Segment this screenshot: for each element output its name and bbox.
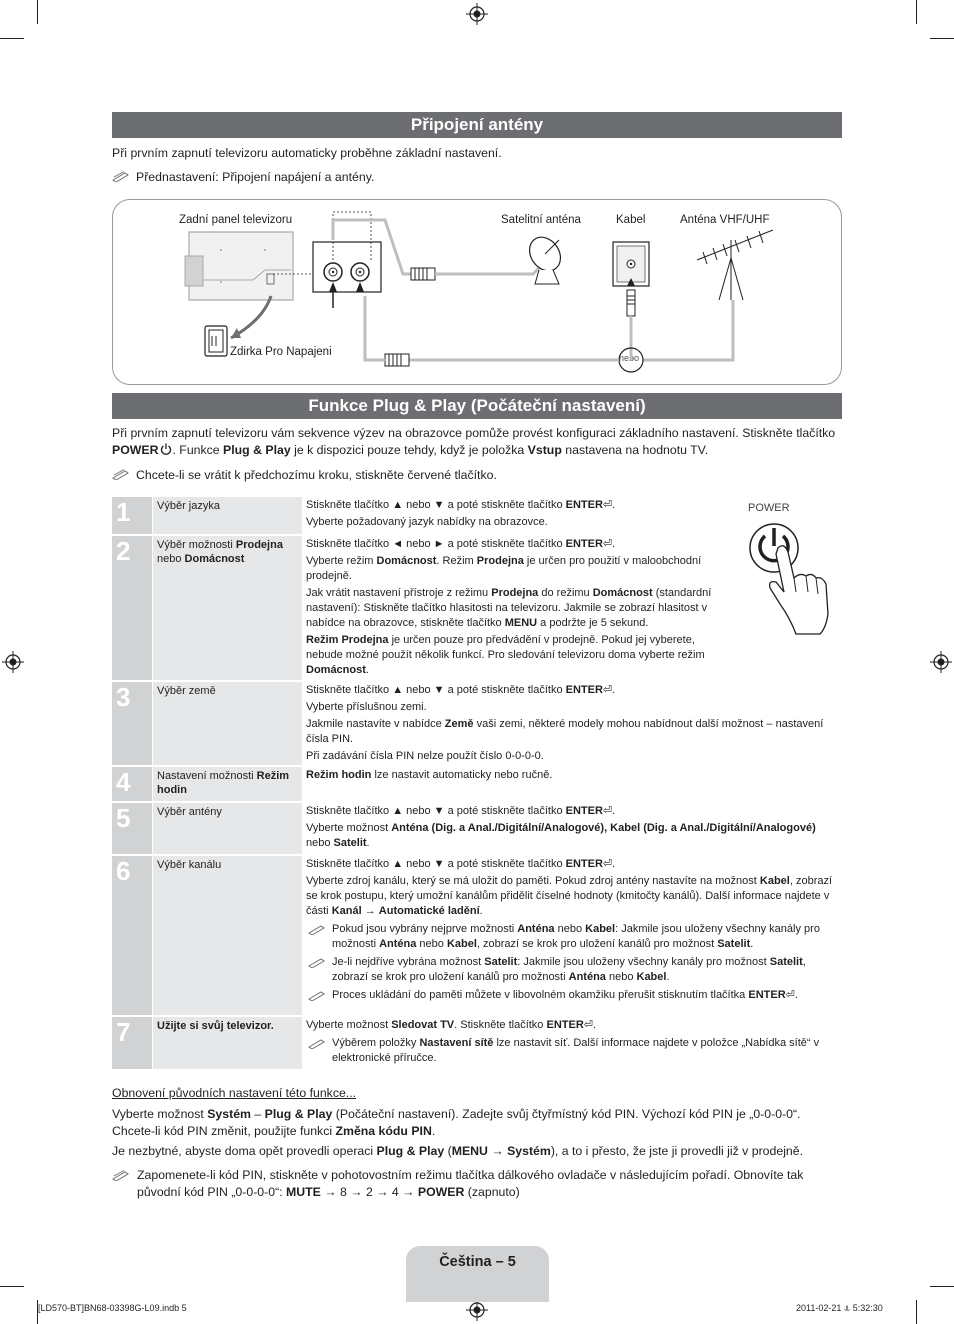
crop-mark bbox=[916, 0, 917, 24]
step-name: Výběr země bbox=[153, 682, 302, 765]
note-pencil-icon bbox=[308, 924, 326, 935]
power-socket-label: Zdirka Pro Napajeni bbox=[230, 346, 332, 358]
enter-icon: ⏎ bbox=[602, 499, 613, 511]
power-button-hand-icon bbox=[740, 518, 840, 638]
step-number: 1 bbox=[112, 497, 152, 534]
crop-mark bbox=[0, 1286, 24, 1287]
crop-mark bbox=[37, 0, 38, 24]
note-pencil-icon bbox=[112, 1170, 130, 1181]
step-name: Užijte si svůj televizor. bbox=[153, 1017, 302, 1069]
step-description: Stiskněte tlačítko ▲ nebo ▼ a poté stiskněte tlačítko ENTER⏎. Vyberte zdroj kanálu, který se má uložit do paměti. Pokud zdroj antény nastavíte na možnost Kabel, zobrazí se krok postupu, který umožní kanálům přidělit číselné hodnoty (kmitočty kanálů). Další informace najdete v části Kanál → Automatické ladění. Pokud jsou vybrány nejprve možnosti Anténa nebo Kabel: Jakmile jsou uloženy všechny kanály pro možnosti Anténa nebo Kabel, zobrazí se krok pro uložení kanálů pro možnost Satelit. Je-li nejdříve vybrána možnost Satelit: Jakmile jsou uloženy všechny kanály pro možnost Satelit, zobrazí se krok pro uložení kanálů pro možnosti Anténa nebo Kabel. Proces ukládání do paměti můžete v libovolném okamžiku přerušit stisknutím tlačítka ENTER⏎. bbox=[306, 858, 833, 1001]
or-label: nebo bbox=[619, 353, 640, 363]
antenna-connection-diagram bbox=[112, 199, 842, 385]
step-name: Výběr antény bbox=[153, 803, 302, 854]
diagram-drawing bbox=[113, 200, 841, 384]
footer-file-info: [LD570-BT]BN68-03398G-L09.indb 5 bbox=[38, 1303, 187, 1313]
note-pencil-icon bbox=[112, 469, 130, 480]
crop-mark bbox=[930, 1286, 954, 1287]
step-row bbox=[112, 682, 842, 765]
registration-mark-icon bbox=[466, 1299, 488, 1321]
note-pencil-icon bbox=[112, 171, 130, 182]
footer-timestamp: 2011-02-21 ꕊ 5:32:30 bbox=[796, 1303, 883, 1313]
step-row bbox=[112, 536, 842, 680]
step-number: 6 bbox=[112, 856, 152, 1015]
registration-mark-icon bbox=[466, 3, 488, 25]
vhf-antenna-label: Anténa VHF/UHF bbox=[680, 214, 770, 226]
antenna-note bbox=[112, 169, 842, 186]
step-number: 2 bbox=[112, 536, 152, 680]
step-description: Stiskněte tlačítko ▲ nebo ▼ a poté stiskněte tlačítko ENTER⏎. Vyberte požadovaný jazyk nabídky na obrazovce. bbox=[306, 499, 616, 528]
registration-mark-icon bbox=[930, 651, 952, 673]
step-number: 4 bbox=[112, 767, 152, 801]
step-number: 7 bbox=[112, 1017, 152, 1069]
step-row bbox=[112, 497, 842, 534]
step-description: Vyberte možnost Sledovat TV. Stiskněte tlačítko ENTER⏎. Výběrem položky Nastavení sítě lze nastavit síť. Další informace najdete v položce „Nabídka sítě“ v elektronické příručce. bbox=[306, 1019, 820, 1064]
crop-mark bbox=[0, 38, 24, 39]
step-number: 5 bbox=[112, 803, 152, 854]
step-row bbox=[112, 767, 842, 801]
note-pencil-icon bbox=[308, 990, 326, 1001]
step-name: Výběr kanálu bbox=[153, 856, 302, 1015]
antenna-note-text: Přednastavení: Připojení napájení a antény. bbox=[136, 170, 375, 184]
restore-heading: Obnovení původních nastavení této funkce... bbox=[112, 1086, 357, 1100]
section-title-antenna: Připojení antény bbox=[112, 112, 842, 138]
step-name: Výběr možnosti Prodejna nebo Domácnost bbox=[153, 536, 302, 680]
satellite-label: Satelitní anténa bbox=[501, 214, 581, 226]
note-pencil-icon bbox=[308, 1038, 326, 1049]
power-button-label: POWER bbox=[748, 502, 790, 514]
plug-and-play-intro: Při prvním zapnutí televizoru vám sekvence výzev na obrazovce pomůže provést konfiguraci základního nastavení. Stiskněte tlačítko POWER . Funkce Plug & Play je k dispozici pouze tehdy, když je položka Vstup nastavena na hodnotu TV. bbox=[112, 426, 836, 457]
step-number: 3 bbox=[112, 682, 152, 765]
crop-mark bbox=[916, 1300, 917, 1324]
step-name: Výběr jazyka bbox=[153, 497, 302, 534]
registration-mark-icon bbox=[2, 651, 24, 673]
rear-panel-label: Zadní panel televizoru bbox=[179, 214, 293, 226]
step-name: Nastavení možnosti Režim hodin bbox=[153, 767, 302, 801]
step-description: Stiskněte tlačítko ▲ nebo ▼ a poté stiskněte tlačítko ENTER⏎. Vyberte příslušnou zemi. Jakmile nastavíte v nabídce Země vaši zemi, některé modely mohou nabídnout další možnost – nastavení čísla PIN. Při zadávání čísla PIN nelze použít číslo 0-0-0-0. bbox=[306, 684, 824, 762]
restore-paragraph-1: Vyberte možnost Systém – Plug & Play (Počáteční nastavení). Zadejte svůj čtyřmístný kód PIN. Výchozí kód PIN je „0-0-0-0“. Chcete-li kód PIN změnit, použijte funkci Změna kódu PIN. bbox=[112, 1107, 801, 1138]
note-pencil-icon bbox=[308, 957, 326, 968]
power-icon bbox=[160, 443, 172, 455]
cable-label: Kabel bbox=[616, 214, 646, 226]
step-row bbox=[112, 856, 842, 1015]
step-description: Stiskněte tlačítko ▲ nebo ▼ a poté stiskněte tlačítko ENTER⏎. Vyberte možnost Anténa (Dig. a Anal./Digitální/Analogové), Kabel (Dig. a Anal./Digitální/Analogové) nebo Satelit. bbox=[306, 805, 816, 849]
crop-mark bbox=[930, 38, 954, 39]
restore-paragraph-2: Je nezbytné, abyste doma opět provedli operaci Plug & Play (MENU → Systém), a to i přesto, že jste ji provedli již v prodejně. bbox=[112, 1144, 804, 1158]
section-title-plug-and-play: Funkce Plug & Play (Počáteční nastavení) bbox=[112, 393, 842, 419]
plug-and-play-note: Chcete-li se vrátit k předchozímu kroku, stiskněte červené tlačítko. bbox=[112, 467, 842, 484]
step-description: Režim hodin lze nastavit automaticky nebo ručně. bbox=[306, 769, 553, 781]
step-description: Stiskněte tlačítko ◄ nebo ► a poté stiskněte tlačítko ENTER⏎. Vyberte režim Domácnost. Režim Prodejna je určen pro použití v maloobchodní prodejně. Jak vrátit nastavení přístroje z režimu Prodejna do režimu Domácnost (standardní nastavení): Stiskněte tlačítko hlasitosti na televizoru. Jakmile se zobrazí hlasitost v nabídce na obrazovce, stiskněte tlačítko MENU a podržte je 5 sekund. Režim Prodejna je určen pouze pro předvádění v prodejně. Pokud jej vyberete, nebude možné použít několik funkcí. Pro sledování televizoru doma vyberte režim Domácnost. bbox=[306, 538, 712, 676]
antenna-intro: Při prvním zapnutí televizoru automaticky proběhne základní nastavení. bbox=[112, 146, 502, 160]
page-number-tab: Čeština – 5 bbox=[406, 1246, 549, 1302]
step-row bbox=[112, 803, 842, 854]
restore-note: Zapomenete-li kód PIN, stiskněte v pohotovostním režimu tlačítka dálkového ovladače v následujícím pořadí. Obnovíte tak původní kód PIN „0-0-0-0“: MUTE → 8 → 2 → 4 → POWER (zapnuto) bbox=[112, 1167, 842, 1201]
step-row bbox=[112, 1017, 842, 1069]
